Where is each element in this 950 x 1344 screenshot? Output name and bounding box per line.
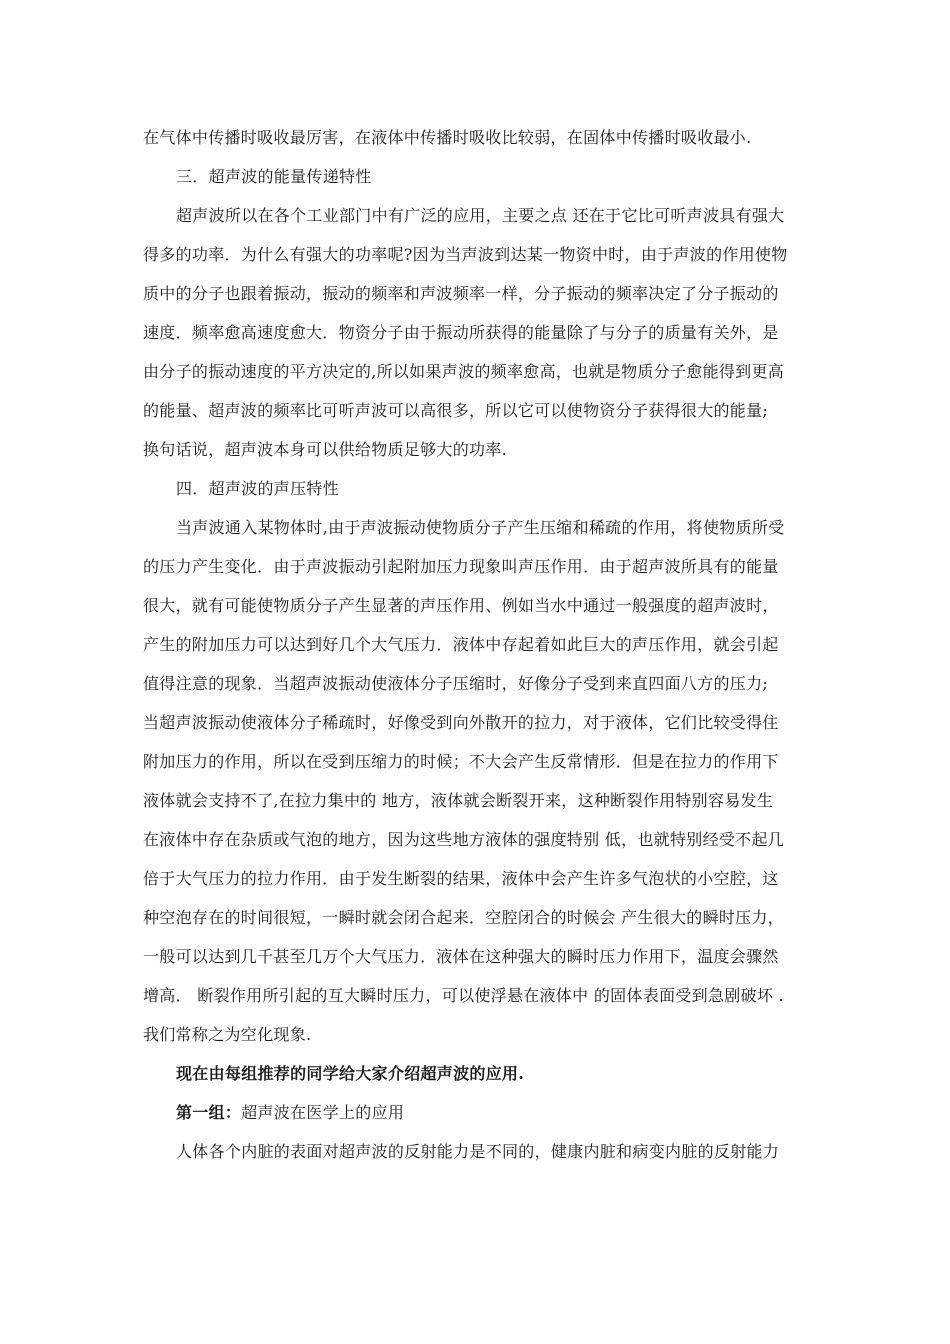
paragraph-line: 我们常称之为空化现象. xyxy=(143,1025,312,1044)
paragraph-line: 在气体中传播时吸收最厉害，在液体中传播时吸收比较弱，在固体中传播时吸收最小. xyxy=(143,128,752,147)
paragraph-line: 增高． 断裂作用所引起的互大瞬时压力，可以使浮悬在液体中 的固体表面受到急剧破坏 . xyxy=(143,986,784,1005)
paragraph-line: 倍于大气压力的拉力作用．由于发生断裂的结果，液体中会产生许多气泡状的小空腔，这 xyxy=(143,869,779,888)
group-label: 第一组： xyxy=(176,1103,242,1122)
paragraph-line: 得多的功率．为什么有强大的功率呢?因为当声波到达某一物资中时，由于声波的作用使物 xyxy=(143,245,788,264)
group-topic: 超声波在医学上的应用 xyxy=(241,1103,405,1122)
paragraph-line: 超声波所以在各个工业部门中有广泛的应用，主要之点 还在于它比可听声波具有强大 xyxy=(176,206,785,225)
paragraph-line: 质中的分子也跟着振动，振动的频率和声波频率一样，分子振动的频率决定了分子振动的 xyxy=(143,284,779,303)
section-heading: 四．超声波的声压特性 xyxy=(176,479,340,498)
paragraph-line: 的能量、超声波的频率比可听声波可以高很多，所以它可以使物资分子获得很大的能量; xyxy=(143,401,769,420)
paragraph-line: 人体各个内脏的表面对超声波的反射能力是不同的，健康内脏和病变内脏的反射能力 xyxy=(176,1142,780,1161)
paragraph-line: 由分子的振动速度的平方决定的,所以如果声波的频率愈高，也就是物质分子愈能得到更高 xyxy=(143,362,785,381)
paragraph-line: 当超声波振动使液体分子稀疏时，好像受到向外散开的拉力，对于液体，它们比较受得住 xyxy=(143,713,779,732)
paragraph-line: 的压力产生变化．由于声波振动引起附加压力现象叫声压作用．由于超声波所具有的能量 xyxy=(143,557,779,576)
paragraph-line: 在液体中存在杂质或气泡的地方，因为这些地方液体的强度特别 低，也就特别经受不起几 xyxy=(143,830,785,849)
bold-intro-line: 现在由每组推荐的同学给大家介绍超声波的应用. xyxy=(176,1064,525,1083)
paragraph-line: 产生的附加压力可以达到好几个大气压力．液体中存起着如此巨大的声压作用，就会引起 xyxy=(143,635,779,654)
group-heading xyxy=(176,1103,846,1123)
paragraph-line: 值得注意的现象．当超声波振动使液体分子压缩时，好像分子受到来直四面八方的压力; xyxy=(143,674,769,693)
paragraph-line: 液体就会支持不了,在拉力集中的 地方，液体就会断裂开来，这种断裂作用特别容易发生 xyxy=(143,791,774,810)
paragraph-line: 一般可以达到几千甚至几万个大气压力．液体在这种强大的瞬时压力作用下，温度会骤然 xyxy=(143,947,779,966)
paragraph-line: 速度．频率愈高速度愈大．物资分子由于振动所获得的能量除了与分子的质量有关外，是 xyxy=(143,323,779,342)
paragraph-line: 种空泡存在的时间很短，一瞬时就会闭合起来．空腔闭合的时候会 产生很大的瞬时压力， xyxy=(143,908,785,927)
paragraph-line: 很大，就有可能使物质分子产生显著的声压作用、例如当水中通过一般强度的超声波时， xyxy=(143,596,779,615)
section-heading: 三．超声波的能量传递特性 xyxy=(176,167,372,186)
paragraph-line: 附加压力的作用，所以在受到压缩力的时候；不大会产生反常情形．但是在拉力的作用下 xyxy=(143,752,779,771)
paragraph-line: 当声波通入某物体时,由于声波振动使物质分子产生压缩和稀疏的作用，将使物质所受 xyxy=(176,518,785,537)
paragraph-line: 换句话说，超声波本身可以供给物质足够大的功率. xyxy=(143,440,507,459)
